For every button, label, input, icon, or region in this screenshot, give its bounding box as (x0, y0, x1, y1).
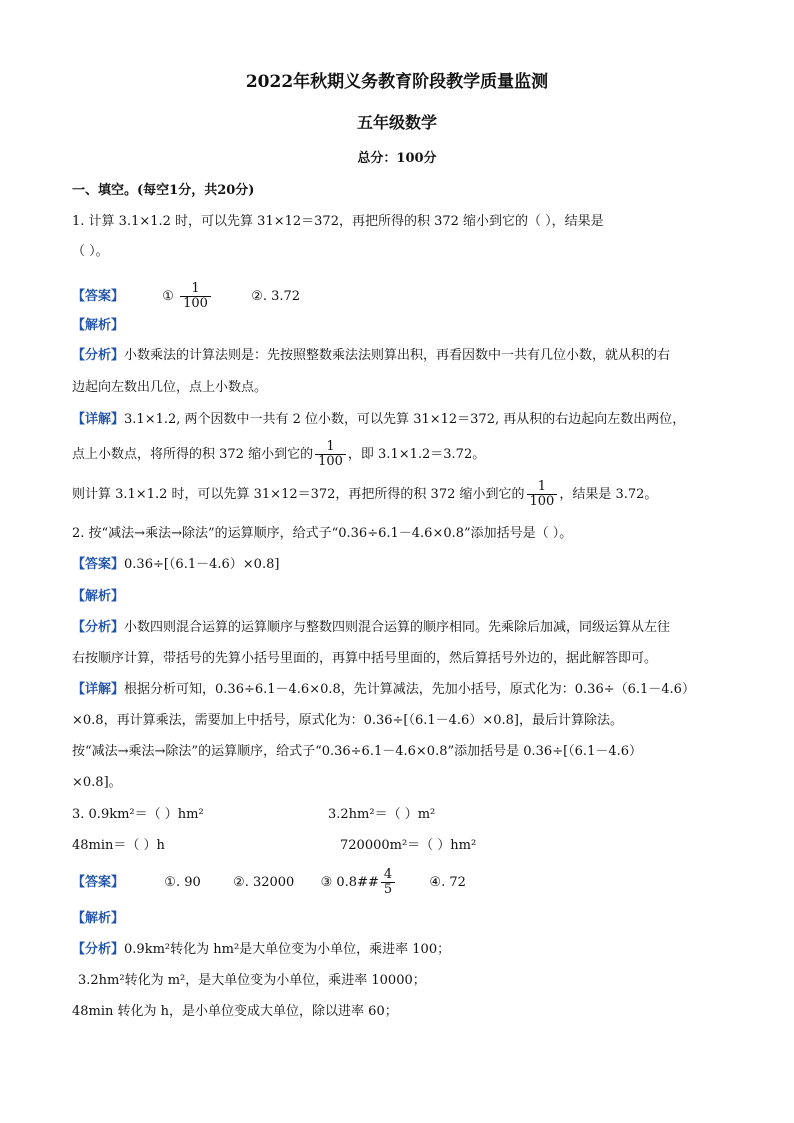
q3-stem-b-left: 48min＝（ ）h (72, 838, 165, 853)
q1-fenxi-line2: 边起向左数出几位，点上小数点。 (72, 380, 268, 395)
section-heading: 一、填空。(每空1分，共20分) (72, 183, 255, 198)
answer-tag: 【答案】 (72, 289, 125, 304)
q1-fenxi-line1: 【分析】小数乘法的计算法则是：先按照整数乘法法则算出积，再看因数中一共有几位小数，就从积的右 (72, 348, 671, 363)
answer-marker: ① (162, 289, 174, 304)
q2-analysis-tag: 【解析】 (72, 589, 125, 604)
q1-detail-line2: 点上小数点，将所得的积 372 缩小到它的 $\frac{1}{100}$ ，即 3.1×1.2＝3.72。 (72, 439, 486, 469)
page-subtitle: 五年级数学 (356, 113, 437, 132)
q1-answer-row (72, 282, 300, 311)
q1-detail-line1: 【详解】3.1×1.2, 两个因数中一共有 2 位小数，可以先算 31×12＝372, 再从积的右边起向左数出两位， (72, 412, 686, 427)
q2-detail-line1: 【详解】根据分析可知，0.36÷6.1－4.6×0.8，先计算减法，先加小括号，原式化为：0.36÷（6.1－4.6） (72, 682, 695, 697)
answer-1: ①. 90 (164, 875, 201, 890)
q2-detail-line2: ×0.8，再计算乘法，需要加上中括号，原式化为：0.36÷[（6.1－4.6）×0.8]，最后计算除法。 (72, 713, 623, 728)
q2-fenxi-line2: 右按顺序计算，带括号的先算小括号里面的，再算中括号里面的，然后算括号外边的，据此解答即可。 (72, 651, 658, 666)
q2-stem: 2. 按“减法→乘法→除法”的运算顺序，给式子“0.36÷6.1－4.6×0.8”添加括号是（ ）。 (72, 526, 573, 541)
q3-analysis-tag: 【解析】 (72, 911, 125, 926)
page-title: 2022年秋期义务教育阶段教学质量监测 (245, 72, 549, 92)
q1-detail-line3: 则计算 3.1×1.2 时，可以先算 31×12＝372，再把所得的积 372 缩小到它的 $\frac{1}{100}$ ，结果是 3.72。 (72, 479, 658, 509)
q3-fenxi-line3: 48min 转化为 h，是小单位变成大单位，除以进率 60； (72, 1004, 398, 1019)
q3-answer-row: 【答案】 ①. 90 ②. 32000 ③ 0.8## $\frac{4}{5}$ ④. 72 (72, 867, 466, 897)
answer-fraction: $\frac{4}{5}$ (381, 868, 395, 897)
q3-stem-a-left: 3. 0.9km²＝（ ）hm² (72, 807, 204, 822)
total-score: 总分：100分 (357, 151, 437, 166)
q2-detail-line3: 按“减法→乘法→除法”的运算顺序，给式子“0.36÷6.1－4.6×0.8”添加括号是 0.36÷[（6.1－4.6） (72, 744, 643, 759)
detail-fraction: $\frac{1}{100}$ (527, 480, 558, 509)
answer-fraction: $\frac{1}{100}$ (180, 282, 211, 311)
q1-analysis-tag: 【解析】 (72, 318, 125, 333)
detail-fraction: $\frac{1}{100}$ (315, 440, 346, 469)
q3-stem-a-right: 3.2hm²＝（ ）m² (328, 807, 436, 822)
answer-value: ②. 3.72 (251, 289, 301, 304)
q3-stem-b-right: 720000m²＝（ ）hm² (340, 838, 477, 853)
q2-fenxi-line1: 【分析】小数四则混合运算的运算顺序与整数四则混合运算的顺序相同。先乘除后加减，同级运算从左往 (72, 620, 671, 635)
q2-detail-line4: ×0.8]。 (72, 775, 122, 790)
q1-stem-line2: （ ）。 (72, 244, 109, 259)
answer-2: ②. 32000 (233, 875, 295, 890)
q3-fenxi-line1: 【分析】0.9km²转化为 hm²是大单位变为小单位，乘进率 100； (72, 942, 451, 957)
answer-3: ③ 0.8## (320, 875, 379, 890)
q1-stem-line1: 1. 计算 3.1×1.2 时，可以先算 31×12＝372，再把所得的积 372 缩小到它的（ ），结果是 (72, 214, 604, 229)
answer-4: ④. 72 (429, 875, 466, 890)
q3-fenxi-line2: 3.2hm²转化为 m²，是大单位变为小单位，乘进率 10000； (78, 973, 426, 988)
q2-answer-row: 【答案】0.36÷[（6.1－4.6）×0.8] (72, 557, 280, 572)
